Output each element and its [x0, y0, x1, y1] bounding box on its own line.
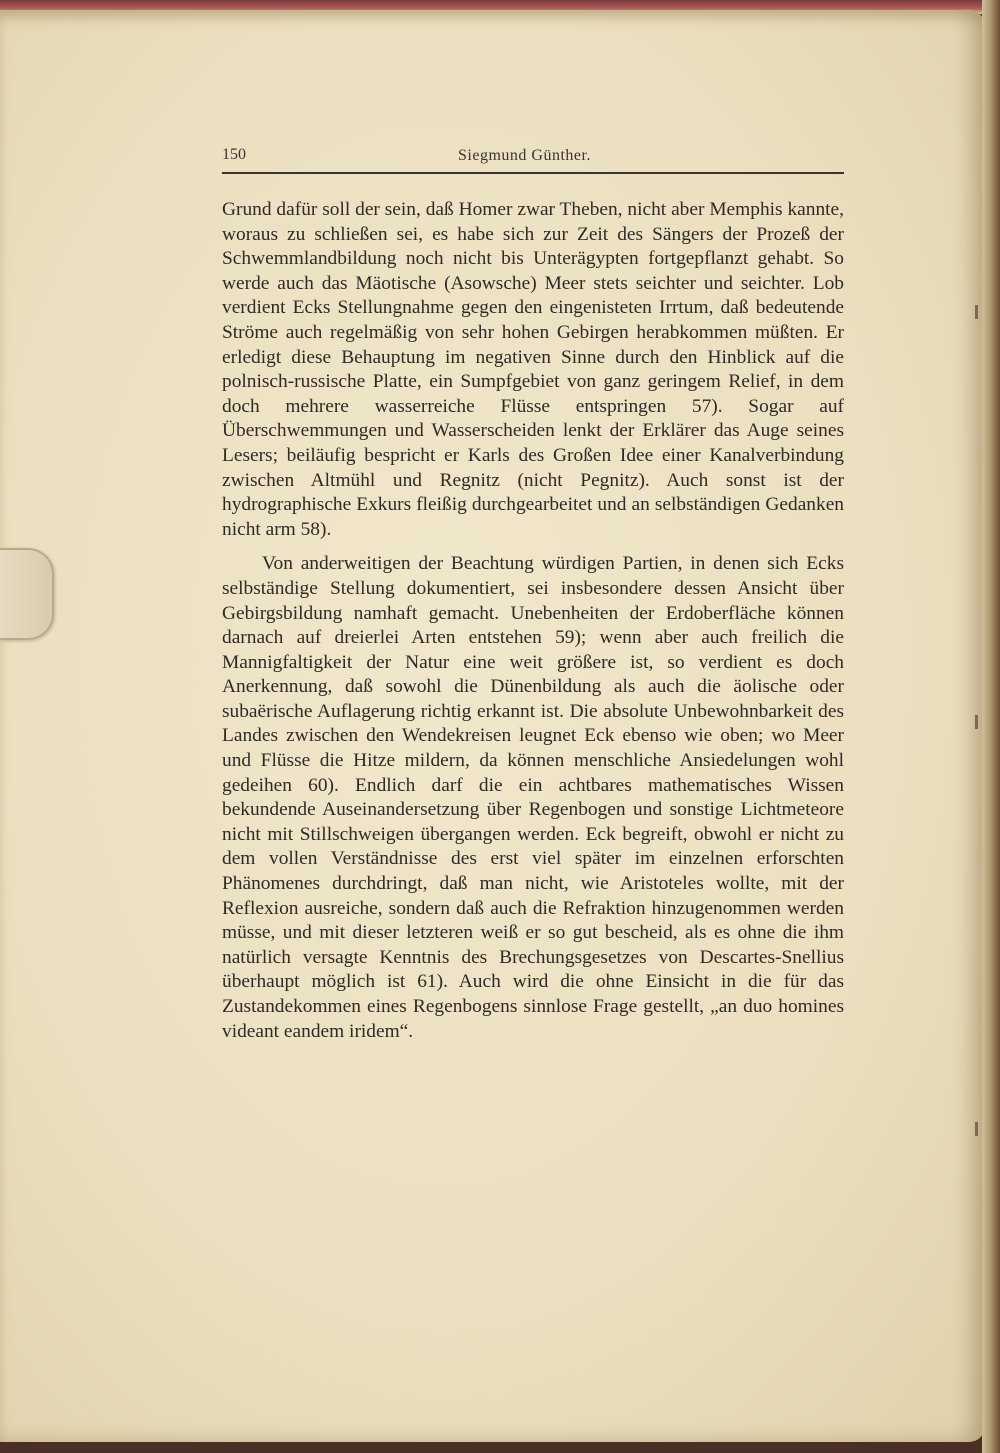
- page-clip: [0, 548, 54, 640]
- page-stack-edge: [982, 0, 1000, 1453]
- margin-mark: [975, 1122, 978, 1136]
- body-text: [222, 198, 844, 1044]
- paragraph: Von anderweitigen der Beachtung würdigen Partien, in denen sich Ecks selbständige Stellung dokumentiert, sei insbesondere dessen Ansicht über Gebirgsbildung namhaft gemacht. Unebenheiten der Erdoberfläche können darnach auf dreierlei Arten entstehen 59); wenn aber auch freilich die Mannigfaltigkeit der Natur eine weit größere ist, so verdient es doch Anerkennung, daß sowohl die Dünenbildung als auch die äolische oder subaërische Auflagerung richtig erkannt ist. Die absolute Unbewohnbarkeit des Landes zwischen den Wendekreisen leugnet Eck ebenso wie oben; wo Meer und Flüsse die Hitze mildern, da können menschliche Ansiedelungen wohl gedeihen 60). Endlich darf die ein achtbares mathematisches Wissen bekundende Auseinandersetzung über Regenbogen und sonstige Lichtmeteore nicht mit Stillschweigen übergangen werden. Eck begreift, obwohl er nicht zu dem vollen Verständnisse des erst viel später im einzelnen erforschten Phänomenes durchdringt, daß man nicht, wie Aristoteles wollte, mit der Reflexion ausreiche, sondern daß auch die Refraktion hinzugenommen werden müsse, und mit dieser letzteren weiß er so gut bescheid, als es ohne die ihm natürlich versagte Kenntnis des Brechungsgesetzes von Descartes-Snellius überhaupt möglich ist 61). Auch wird die ohne Einsicht in die für das Zustandekommen eines Regenbogens sinnlose Frage gestellt, „an duo homines videant eandem iridem“.: [222, 553, 844, 1042]
- margin-mark: [975, 305, 978, 319]
- header-rule: [222, 172, 844, 174]
- margin-mark: [975, 715, 978, 729]
- page-number: 150: [222, 146, 246, 163]
- paragraph: Grund dafür soll der sein, daß Homer zwar Theben, nicht aber Memphis kannte, woraus zu schließen sei, es habe sich zur Zeit des Sängers der Prozeß der Schwemmlandbildung noch nicht bis Unterägypten fortgepflanzt gehabt. So werde auch das Mäotische (Asowsche) Meer stets seichter und seichter. Lob verdient Ecks Stellungnahme gegen den eingenisteten Irrtum, daß bedeutende Ströme auch regelmäßig von sehr hohen Gebirgen herabkommen müßten. Er erledigt diese Behauptung im negativen Sinne durch den Hinblick auf die polnisch-russische Platte, ein Sumpfgebiet von ganz geringem Relief, in dem doch mehrere wasserreiche Flüsse entspringen 57). Sogar auf Überschwemmungen und Wasserscheiden lenkt der Erklärer das Auge seines Lesers; beiläufig bespricht er Karls des Großen Idee einer Kanalverbindung zwischen Altmühl und Regnitz (nicht Pegnitz). Auch sonst ist der hydrographische Exkurs fleißig durchgearbeitet und an selbständigen Gedanken nicht arm 58).: [222, 199, 844, 540]
- page-header: [222, 146, 844, 174]
- running-head: Siegmund Günther.: [458, 147, 591, 164]
